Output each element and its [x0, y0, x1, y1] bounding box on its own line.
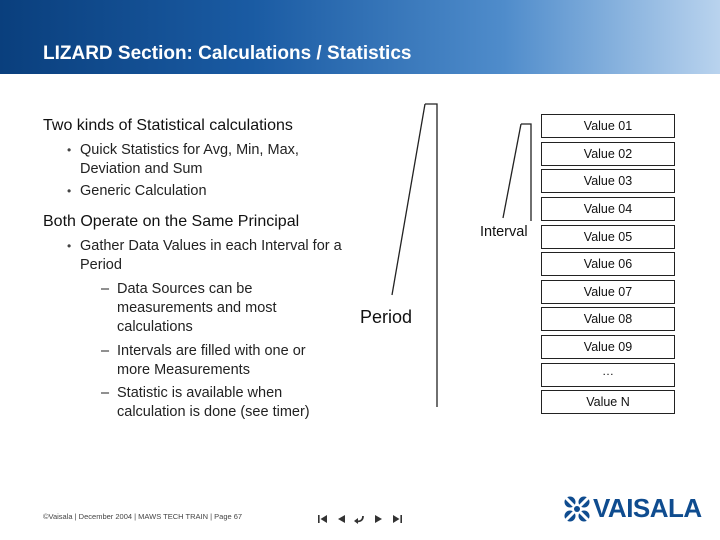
nav-first-button[interactable]	[318, 511, 328, 523]
bullet-quick-statistics-text: Quick Statistics for Avg, Min, Max, Deviation and Sum	[80, 142, 299, 177]
dash-icon: –	[101, 385, 110, 401]
subitem-statistic-available-text: Statistic is available when calculation is done (see timer)	[117, 385, 310, 420]
first-slide-icon	[318, 514, 328, 524]
nav-last-button[interactable]	[392, 511, 402, 523]
value-box-05: Value 05	[541, 225, 675, 249]
nav-return-button[interactable]	[354, 511, 366, 523]
subitem-intervals-text: Intervals are filled with one or more Measurements	[117, 343, 306, 378]
dash-icon: –	[101, 343, 110, 359]
last-slide-icon	[392, 514, 402, 524]
bullet-dot-icon: •	[67, 239, 72, 253]
value-box-ellipsis: …	[541, 363, 675, 387]
interval-pointer-line	[503, 124, 521, 218]
value-box-06: Value 06	[541, 252, 675, 276]
value-box-04: Value 04	[541, 197, 675, 221]
bullet-dot-icon: •	[67, 143, 72, 157]
bullet-generic-calculation-text: Generic Calculation	[80, 183, 207, 199]
value-box-07: Value 07	[541, 280, 675, 304]
vaisala-logo-icon	[563, 495, 591, 523]
interval-label: Interval	[480, 224, 528, 240]
dash-icon: –	[101, 281, 110, 297]
nav-previous-button[interactable]	[336, 511, 346, 523]
subitem-data-sources-text: Data Sources can be measurements and most calculations	[117, 281, 277, 335]
return-icon	[354, 514, 366, 524]
previous-slide-icon	[336, 514, 346, 524]
heading-same-principal: Both Operate on the Same Principal	[43, 213, 300, 230]
value-box-01: Value 01	[541, 114, 675, 138]
value-box-08: Value 08	[541, 307, 675, 331]
bullet-gather-data-text: Gather Data Values in each Interval for a Period	[80, 238, 342, 273]
value-box-n: Value N	[541, 390, 675, 414]
period-bracket-line	[425, 104, 437, 407]
slide-title: LIZARD Section: Calculations / Statistics	[43, 43, 412, 64]
value-box-02: Value 02	[541, 142, 675, 166]
period-label: Period	[360, 307, 413, 327]
vaisala-logo-text: VAISALA	[593, 493, 702, 523]
value-box-03: Value 03	[541, 169, 675, 193]
footer-text: ©Vaisala | December 2004 | MAWS TECH TRAIN | Page 67	[43, 512, 243, 521]
period-pointer-line	[392, 104, 425, 295]
bullet-dot-icon: •	[67, 184, 72, 198]
vaisala-logo	[563, 492, 702, 526]
value-box-09: Value 09	[541, 335, 675, 359]
next-slide-icon	[374, 514, 384, 524]
heading-statistical-calculations: Two kinds of Statistical calculations	[43, 117, 293, 134]
nav-next-button[interactable]	[374, 511, 384, 523]
interval-bracket-line	[521, 124, 531, 221]
